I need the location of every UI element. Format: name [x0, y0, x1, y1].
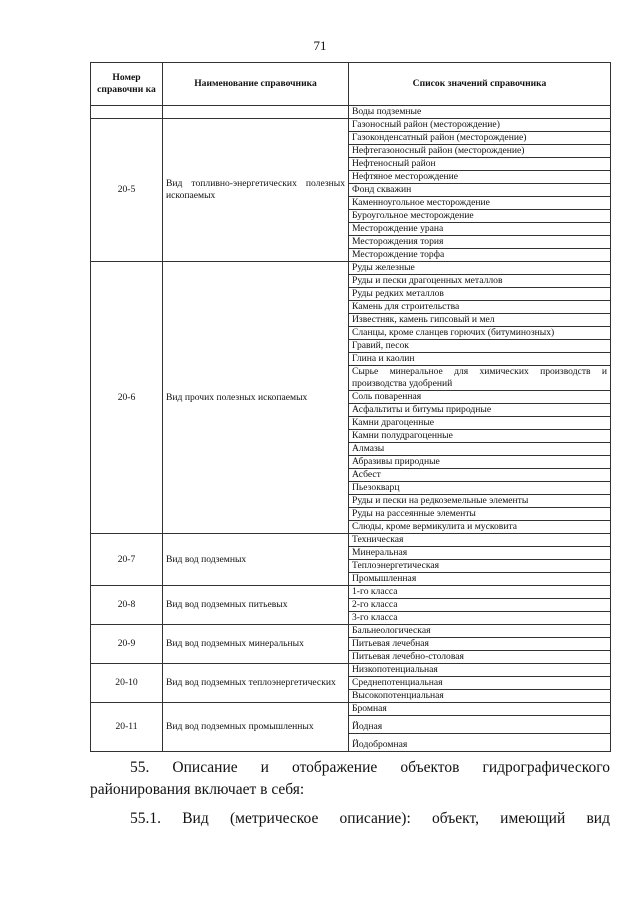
value-cell: Высокопотенциальная: [349, 690, 611, 703]
value-cell: Соль поваренная: [349, 391, 611, 404]
value-cell: Нефтеносный район: [349, 158, 611, 171]
value-cell: Руды и пески на редкоземельные элементы: [349, 495, 611, 508]
value-cell: Асфальтиты и битумы природные: [349, 404, 611, 417]
value-cell: Нефтяное месторождение: [349, 171, 611, 184]
cell-empty: [91, 106, 163, 119]
value-cell: Камни драгоценные: [349, 417, 611, 430]
header-name: Наименование справочника: [163, 63, 349, 106]
value-cell: Питьевая лечебно-столовая: [349, 651, 611, 664]
reference-number: 20-6: [91, 262, 163, 534]
value-cell: Месторождение торфа: [349, 249, 611, 262]
reference-name: Вид вод подземных промышленных: [163, 703, 349, 752]
value-cell: 2-го класса: [349, 599, 611, 612]
reference-table: [90, 62, 611, 752]
page-number: 71: [313, 38, 327, 53]
table-row: [91, 534, 611, 547]
reference-name: Вид вод подземных теплоэнергетических: [163, 664, 349, 703]
reference-name: Вид топливно-энергетических полезных ископаемых: [163, 119, 349, 262]
value-cell: Йодобромная: [349, 734, 611, 752]
value-cell: Алмазы: [349, 443, 611, 456]
table-row: [91, 703, 611, 716]
table-row: [91, 586, 611, 599]
reference-number: 20-5: [91, 119, 163, 262]
header-values: Список значений справочника: [349, 63, 611, 106]
value-cell: Минеральная: [349, 547, 611, 560]
value-cell: Нефтегазоносный район (месторождение): [349, 145, 611, 158]
table-row: [91, 664, 611, 677]
reference-number: 20-7: [91, 534, 163, 586]
header-number: Номер справочни ка: [91, 63, 163, 106]
value-cell: Руды на рассеянные элементы: [349, 508, 611, 521]
value-cell: 3-го класса: [349, 612, 611, 625]
value-cell: Известняк, камень гипсовый и мел: [349, 314, 611, 327]
reference-number: 20-11: [91, 703, 163, 752]
paragraph-55-1: 55.1. Вид (метрическое описание): объект, имеющий вид: [130, 810, 610, 827]
value-cell: Камень для строительства: [349, 301, 611, 314]
value-cell: Среднепотенциальная: [349, 677, 611, 690]
reference-name: Вид вод подземных минеральных: [163, 625, 349, 664]
value-cell: Гравий, песок: [349, 340, 611, 353]
reference-name: Вид прочих полезных ископаемых: [163, 262, 349, 534]
reference-number: 20-9: [91, 625, 163, 664]
value-cell: Слюды, кроме вермикулита и мусковита: [349, 521, 611, 534]
value-cell: Йодная: [349, 716, 611, 734]
value-cell: Газоносный район (месторождение): [349, 119, 611, 132]
value-cell: Асбест: [349, 469, 611, 482]
value-cell: Бромная: [349, 703, 611, 716]
value-cell: Промышленная: [349, 573, 611, 586]
value-cell: Воды подземные: [349, 106, 611, 119]
value-cell: Буроугольное месторождение: [349, 210, 611, 223]
value-cell: Месторождения тория: [349, 236, 611, 249]
value-cell: Глина и каолин: [349, 353, 611, 366]
cell-empty: [163, 106, 349, 119]
table-row: [91, 119, 611, 132]
value-cell: Фонд скважин: [349, 184, 611, 197]
value-cell: Руды железные: [349, 262, 611, 275]
value-cell: Бальнеологическая: [349, 625, 611, 638]
value-cell: Руды редких металлов: [349, 288, 611, 301]
table-row: [91, 106, 611, 119]
reference-number: 20-8: [91, 586, 163, 625]
reference-number: 20-10: [91, 664, 163, 703]
value-cell: Абразивы природные: [349, 456, 611, 469]
table-header-row: [91, 63, 611, 106]
table-row: [91, 262, 611, 275]
value-cell: 1-го класса: [349, 586, 611, 599]
value-cell: Низкопотенциальная: [349, 664, 611, 677]
value-cell: Руды и пески драгоценных металлов: [349, 275, 611, 288]
value-cell: Техническая: [349, 534, 611, 547]
paragraph-55: 55. Описание и отображение объектов гидрографического районирования включает в себя:: [90, 759, 610, 798]
value-cell: Месторождение урана: [349, 223, 611, 236]
value-cell: Пьезокварц: [349, 482, 611, 495]
value-cell: Питьевая лечебная: [349, 638, 611, 651]
value-cell: Теплоэнергетическая: [349, 560, 611, 573]
value-cell: Газоконденсатный район (месторождение): [349, 132, 611, 145]
value-cell: Сырье минеральное для химических производств и производства удобрений: [349, 366, 611, 391]
value-cell: Каменноугольное месторождение: [349, 197, 611, 210]
value-cell: Сланцы, кроме сланцев горючих (битуминозных): [349, 327, 611, 340]
reference-name: Вид вод подземных питьевых: [163, 586, 349, 625]
value-cell: Камни полудрагоценные: [349, 430, 611, 443]
reference-name: Вид вод подземных: [163, 534, 349, 586]
table-row: [91, 625, 611, 638]
